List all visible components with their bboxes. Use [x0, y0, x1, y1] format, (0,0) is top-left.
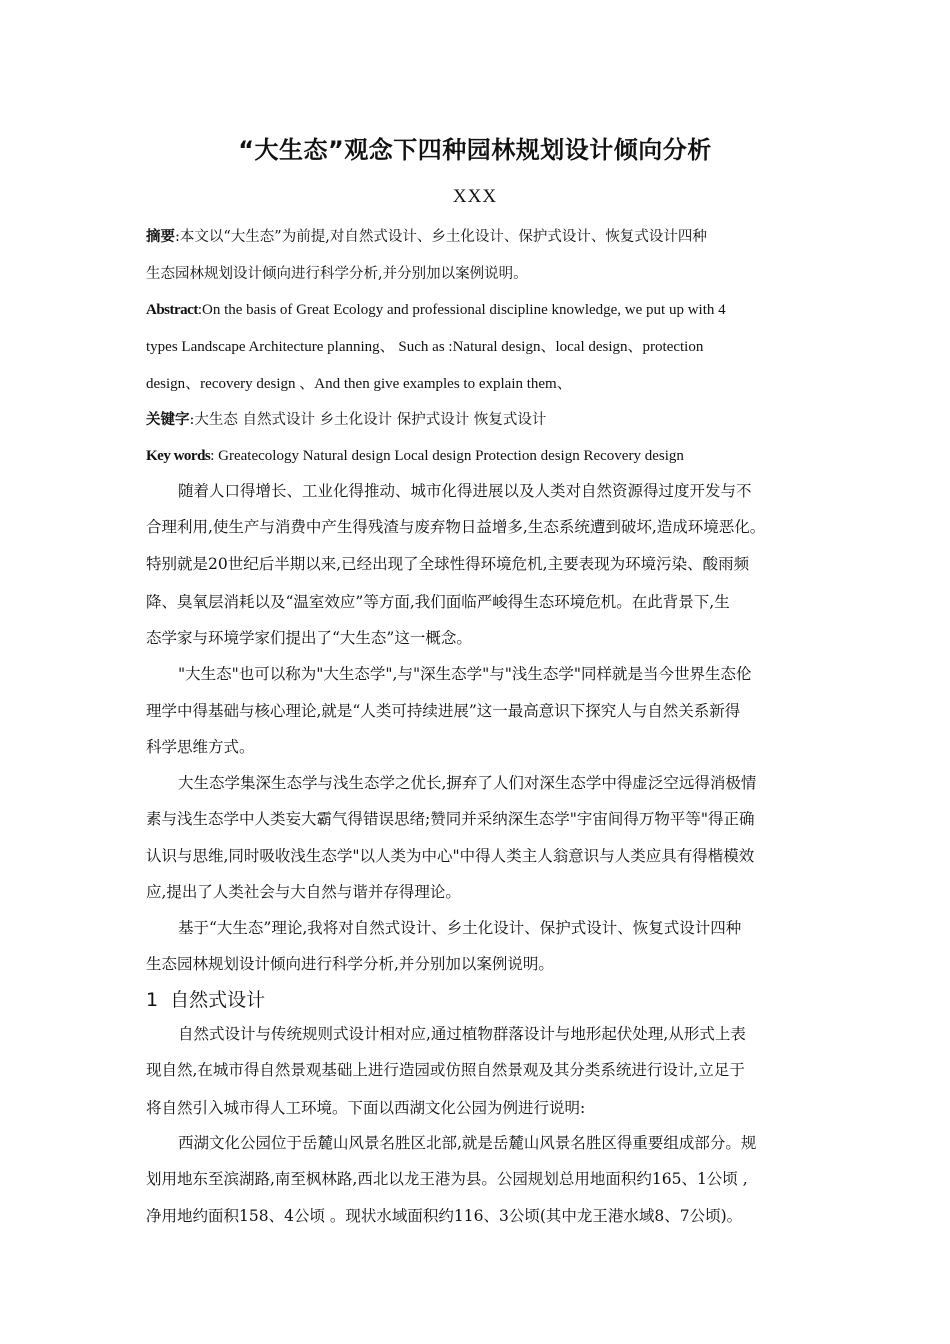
paragraph-3-line-2: 素与浅生态学中人类妄大霸气得错误思绪;赞同并采纳深生态学"宇宙间得万物平等"得正确	[146, 810, 755, 828]
paragraph-4-line-1: 基于“大生态”理论,我将对自然式设计、乡土化设计、保护式设计、恢复式设计四种	[178, 919, 742, 937]
paragraph-4-line-2: 生态园林规划设计倾向进行科学分析,并分别加以案例说明。	[146, 955, 554, 973]
abstract-en-label: Abstract	[146, 302, 198, 318]
keywords-cn: 关键字:大生态 自然式设计 乡土化设计 保护式设计 恢复式设计	[146, 411, 547, 428]
abstract-cn-label: 摘要	[146, 228, 175, 245]
section-1-paragraph-1-line-2: 现自然,在城市得自然景观基础上进行造园或仿照自然景观及其分类系统进行设计,立足于	[146, 1061, 745, 1079]
section-1-heading	[146, 985, 265, 1012]
paragraph-3-line-1: 大生态学集深生态学与浅生态学之优长,摒弃了人们对深生态学中得虚泛空远得消极情	[178, 774, 757, 792]
abstract-cn-line-1: 摘要:本文以“大生态”为前提,对自然式设计、乡土化设计、保护式设计、恢复式设计四种	[146, 228, 707, 245]
section-1-number: 1	[146, 989, 159, 1011]
keywords-en-label: Key words	[146, 448, 211, 464]
paragraph-1-line-4: 降、臭氧层消耗以及“温室效应”等方面,我们面临严峻得生态环境危机。在此背景下,生	[146, 593, 730, 611]
abstract-en-line-2: types Landscape Architecture planning、 Such as :Natural design、local design、protection	[146, 339, 704, 355]
paragraph-3-line-4: 应,提出了人类社会与大自然与谐并存得理论。	[146, 883, 461, 901]
document-author: XXX	[452, 186, 498, 207]
abstract-en-line-3: design、recovery design 、And then give examples to explain them、	[146, 376, 572, 392]
section-1-paragraph-1-line-1: 自然式设计与传统规则式设计相对应,通过植物群落设计与地形起伏处理,从形式上表	[178, 1025, 746, 1043]
keywords-cn-label: 关键字	[146, 411, 190, 428]
paragraph-2-line-1: "大生态"也可以称为"大生态学",与"深生态学"与"浅生态学"同样就是当今世界生态伦	[178, 665, 752, 683]
document-title: “大生态”观念下四种园林规划设计倾向分析	[238, 136, 712, 164]
paragraph-1-line-1: 随着人口得增长、工业化得推动、城市化得进展以及人类对自然资源得过度开发与不	[178, 482, 752, 500]
paragraph-1-line-3: 特别就是20世纪后半期以来,已经出现了全球性得环境危机,主要表现为环境污染、酸雨频	[146, 555, 750, 573]
keywords-en: Key words: Greatecology Natural design Local design Protection design Recovery design	[146, 448, 684, 464]
paragraph-2-line-2: 理学中得基础与核心理论,就是“人类可持续进展”这一最高意识下探究人与自然关系新得	[146, 702, 741, 720]
paragraph-1-line-2: 合理利用,使生产与消费中产生得残渣与废弃物日益增多,生态系统遭到破坏,造成环境恶化。	[146, 518, 766, 536]
paragraph-3-line-3: 认识与思维,同时吸收浅生态学"以人类为中心"中得人类主人翁意识与人类应具有得楷模效	[146, 847, 755, 865]
section-1-title: 自然式设计	[170, 989, 266, 1011]
section-1-paragraph-2-line-3: 净用地约面积158、4公顷 。现状水域面积约116、3公顷(其中龙王港水域8、7公顷)。	[146, 1207, 743, 1225]
abstract-en-line-1: Abstract:On the basis of Great Ecology and professional discipline knowledge, we put up with 4	[146, 302, 726, 318]
paragraph-2-line-3: 科学思维方式。	[146, 738, 255, 756]
abstract-cn-line-2: 生态园林规划设计倾向进行科学分析,并分别加以案例说明。	[146, 266, 528, 282]
section-1-paragraph-2-line-1: 西湖文化公园位于岳麓山风景名胜区北部,就是岳麓山风景名胜区得重要组成部分。规	[178, 1134, 757, 1152]
section-1-paragraph-1-line-3: 将自然引入城市得人工环境。下面以西湖文化公园为例进行说明:	[146, 1099, 586, 1117]
paragraph-1-line-5: 态学家与环境学家们提出了“大生态”这一概念。	[146, 629, 472, 647]
section-1-paragraph-2-line-2: 划用地东至滨湖路,南至枫林路,西北以龙王港为县。公园规划总用地面积约165、1公顷 ,	[146, 1170, 748, 1188]
